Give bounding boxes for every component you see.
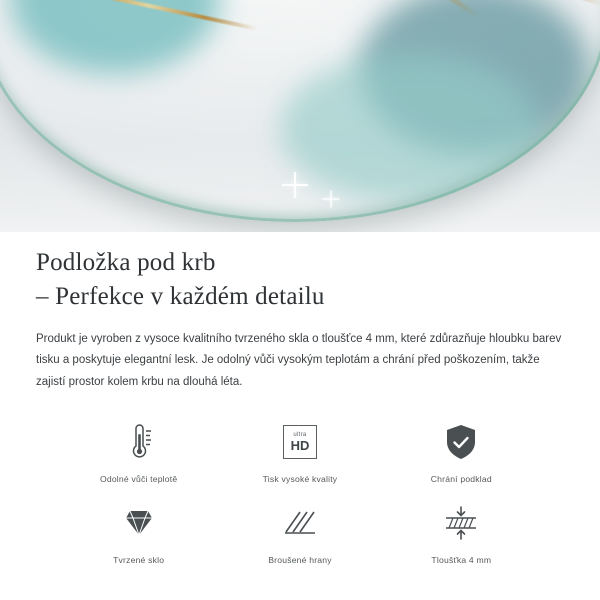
feature-item-print-quality — [219, 419, 380, 484]
headline-line-1: Podložka pod krb — [36, 249, 216, 276]
ultra-hd-icon — [283, 419, 317, 465]
diamond-icon — [120, 500, 158, 546]
page-title — [36, 232, 564, 313]
thickness-arrows-icon — [440, 500, 482, 546]
feature-label: Tvrzené sklo — [113, 554, 165, 565]
description-paragraph: Produkt je vyroben z vysoce kvalitního tvrzeného skla o tloušťce 4 mm, které zdůrazňuje hloubku barev tisku a poskytuje elegantní lesk. Je odolný vůči vysokým teplotám a chrání před poškozením, takže zajistí prostor kolem krbu na dlouhá léta. — [36, 333, 562, 388]
feature-item-polished-edges — [219, 500, 380, 565]
feature-item-surface-protection — [381, 419, 542, 484]
feature-grid — [36, 419, 564, 565]
shield-check-icon — [443, 419, 479, 465]
headline-line-2: – Perfekce v každém detailu — [36, 282, 325, 310]
product-image-round-board — [0, 0, 600, 222]
ultra-hd-bottom-text: HD — [290, 437, 310, 453]
content-block — [0, 232, 600, 565]
feature-label: Chrání podklad — [430, 473, 492, 484]
ultra-hd-top-text: ultra — [293, 431, 307, 438]
feature-item-temperature — [58, 419, 219, 484]
hero-image — [0, 0, 600, 232]
feature-item-tempered-glass — [58, 500, 219, 565]
feature-label: Tisk vysoké kvality — [262, 473, 338, 484]
feature-label: Odolné vůči teplotě — [99, 473, 178, 484]
feature-label: Broušené hrany — [268, 554, 332, 565]
feature-item-thickness — [381, 500, 542, 565]
feature-label: Tloušťka 4 mm — [431, 554, 492, 565]
polished-edges-icon — [280, 500, 320, 546]
thermometer-icon — [120, 419, 158, 465]
